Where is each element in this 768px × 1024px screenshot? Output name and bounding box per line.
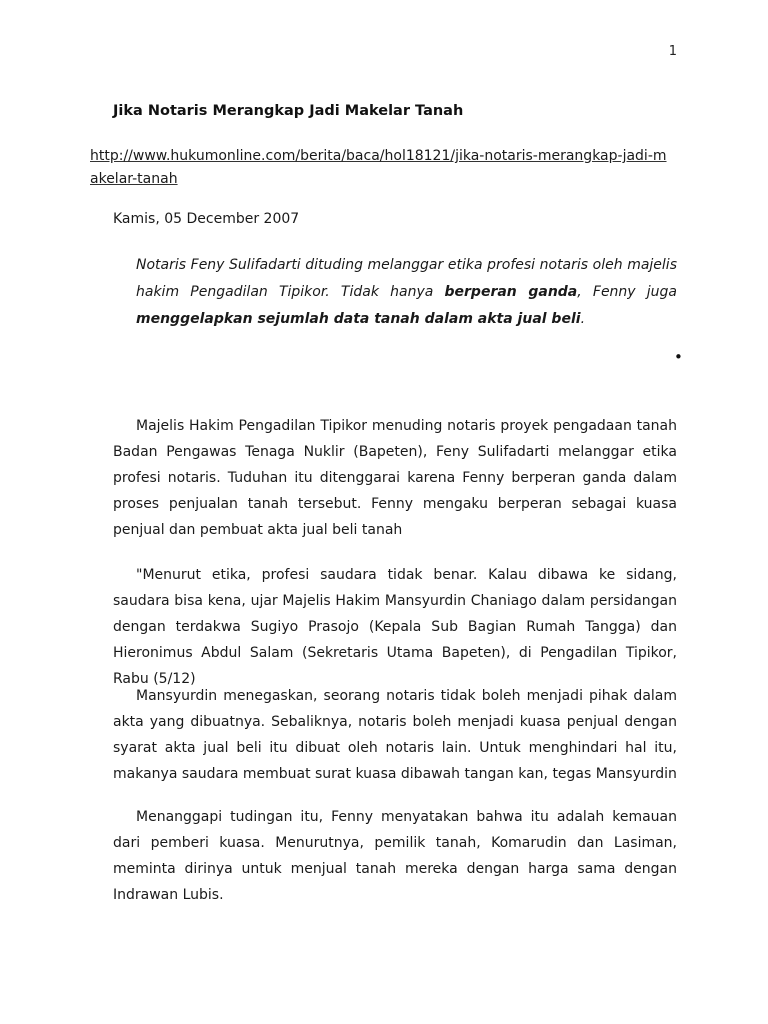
article-date: Kamis, 05 December 2007: [113, 211, 300, 227]
article-title: Jika Notaris Merangkap Jadi Makelar Tanah: [113, 103, 464, 119]
lead-text-2: , Fenny juga: [577, 284, 677, 300]
bullet-point: •: [674, 348, 683, 366]
lead-text-1: Notaris Feny Sulifadarti dituding melanggar etika profesi notaris oleh majelis hakim Pengadilan Tipikor. Tidak hanya: [136, 257, 677, 300]
article-lead: [136, 252, 677, 333]
lead-text-3: .: [580, 311, 586, 327]
article-url-link[interactable]: http://www.hukumonline.com/berita/baca/hol18121/jika-notaris-merangkap-jadi-makelar-tanah: [90, 148, 667, 187]
body-paragraph-1: Majelis Hakim Pengadilan Tipikor menuding notaris proyek pengadaan tanah Badan Pengawas Tenaga Nuklir (Bapeten), Feny Sulifadarti melanggar etika profesi notaris. Tuduhan itu ditenggarai karena Fenny berperan ganda dalam proses penjualan tanah tersebut. Fenny mengaku berperan sebagai kuasa penjual dan pembuat akta jual beli tanah: [113, 418, 677, 538]
body-paragraph-2: "Menurut etika, profesi saudara tidak benar. Kalau dibawa ke sidang, saudara bisa kena, ujar Majelis Hakim Mansyurdin Chaniago dalam persidangan dengan terdakwa Sugiyo Prasojo (Kepala Sub Bagian Rumah Tangga) dan Hieronimus Abdul Salam (Sekretaris Utama Bapeten), di Pengadilan Tipikor, Rabu (5/12): [113, 567, 677, 687]
lead-bold-1: berperan ganda: [444, 284, 578, 300]
body-paragraph-3: Mansyurdin menegaskan, seorang notaris tidak boleh menjadi pihak dalam akta yang dibuatnya. Sebaliknya, notaris boleh menjadi kuasa penjual dengan syarat akta jual beli itu dibuat oleh notaris lain. Untuk menghindari hal itu, makanya saudara membuat surat kuasa dibawah tangan kan, tegas Mansyurdin: [113, 688, 677, 782]
lead-bold-2: menggelapkan sejumlah data tanah dalam akta jual beli: [136, 311, 581, 327]
body-paragraph-4: Menanggapi tudingan itu, Fenny menyatakan bahwa itu adalah kemauan dari pemberi kuasa. Menurutnya, pemilik tanah, Komarudin dan Lasiman, meminta dirinya untuk menjual tanah mereka dengan harga sama dengan Indrawan Lubis.: [113, 809, 677, 903]
page-number: 1: [668, 44, 677, 59]
